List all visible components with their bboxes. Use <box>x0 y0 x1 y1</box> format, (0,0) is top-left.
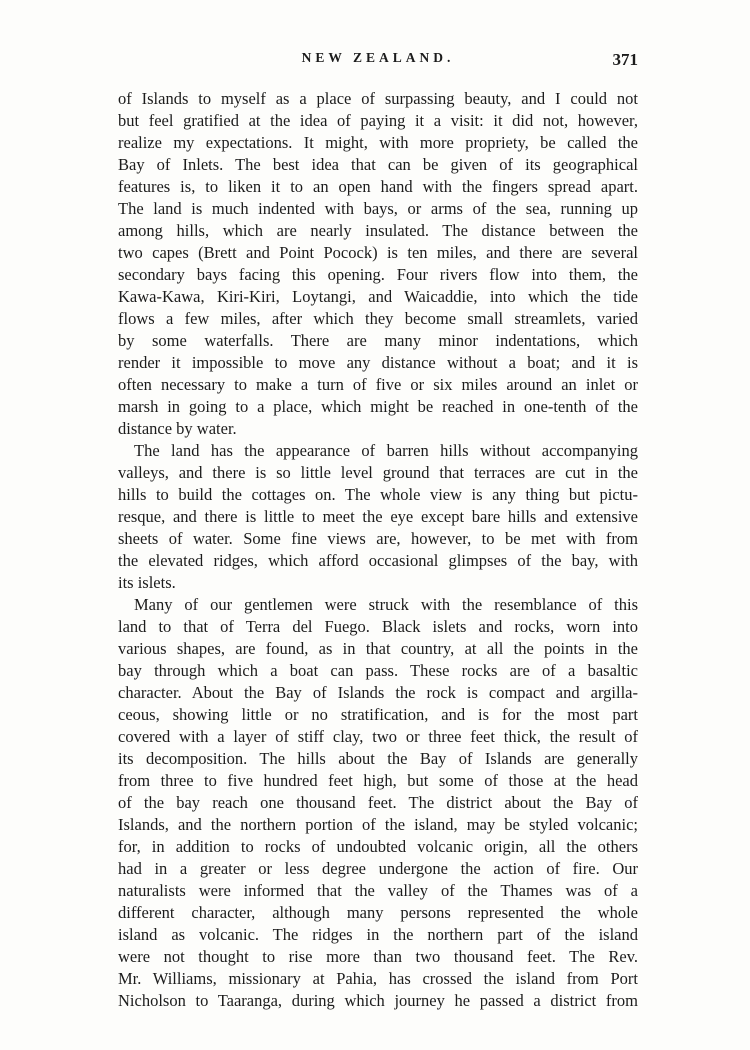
text-line: marsh in going to a place, which might be reached in one-tenth of the <box>118 397 638 416</box>
text-line: covered with a layer of stiff clay, two or three feet thick, the result of <box>118 727 638 746</box>
paragraph <box>118 88 638 440</box>
text-line: of Islands to myself as a place of surpassing beauty, and I could not <box>118 89 638 108</box>
text-line: naturalists were informed that the valley of the Thames was of a <box>118 881 638 900</box>
paragraph <box>118 440 638 594</box>
text-line: realize my expectations. It might, with more propriety, be called the <box>118 133 638 152</box>
text-line: for, in addition to rocks of undoubted volcanic origin, all the others <box>118 837 638 856</box>
text-line: flows a few miles, after which they become small streamlets, varied <box>118 309 638 328</box>
text-line: its islets. <box>118 573 176 592</box>
text-line: sheets of water. Some fine views are, however, to be met with from <box>118 529 638 548</box>
text-line: various shapes, are found, as in that country, at all the points in the <box>118 639 638 658</box>
text-line: Many of our gentlemen were struck with the resemblance of this <box>134 595 638 614</box>
text-line: its decomposition. The hills about the Bay of Islands are generally <box>118 749 638 768</box>
text-line: valleys, and there is so little level ground that terraces are cut in the <box>118 463 638 482</box>
text-line: Kawa-Kawa, Kiri-Kiri, Loytangi, and Waicaddie, into which the tide <box>118 287 638 306</box>
running-title: NEW ZEALAND. <box>301 50 455 65</box>
text-line: hills to build the cottages on. The whole view is any thing but pictu- <box>118 485 638 504</box>
text-line: bay through which a boat can pass. These rocks are of a basaltic <box>118 661 638 680</box>
text-line: land to that of Terra del Fuego. Black islets and rocks, worn into <box>118 617 638 636</box>
text-line: Nicholson to Taaranga, during which journey he passed a district from <box>118 991 638 1010</box>
text-line: by some waterfalls. There are many minor indentations, which <box>118 331 638 350</box>
text-line: two capes (Brett and Point Pocock) is ten miles, and there are several <box>118 243 638 262</box>
body-text <box>118 88 638 1012</box>
text-line: from three to five hundred feet high, but some of those at the head <box>118 771 638 790</box>
text-line: different character, although many persons represented the whole <box>118 903 638 922</box>
running-header <box>118 50 638 80</box>
text-line: among hills, which are nearly insulated. The distance between the <box>118 221 638 240</box>
text-line: The land has the appearance of barren hills without accompanying <box>134 441 638 460</box>
text-line: had in a greater or less degree undergone the action of fire. Our <box>118 859 638 878</box>
text-line: The land is much indented with bays, or arms of the sea, running up <box>118 199 638 218</box>
text-line: the elevated ridges, which afford occasional glimpses of the bay, with <box>118 551 638 570</box>
text-line: but feel gratified at the idea of paying it a visit: it did not, however, <box>118 111 638 130</box>
text-line: render it impossible to move any distance without a boat; and it is <box>118 353 638 372</box>
text-line: Bay of Inlets. The best idea that can be given of its geographical <box>118 155 638 174</box>
text-line: of the bay reach one thousand feet. The district about the Bay of <box>118 793 638 812</box>
text-line: Islands, and the northern portion of the island, may be styled volcanic; <box>118 815 638 834</box>
text-line: were not thought to rise more than two thousand feet. The Rev. <box>118 947 638 966</box>
text-line: often necessary to make a turn of five or six miles around an inlet or <box>118 375 638 394</box>
text-line: island as volcanic. The ridges in the northern part of the island <box>118 925 638 944</box>
text-line: character. About the Bay of Islands the rock is compact and argilla- <box>118 683 638 702</box>
paragraph <box>118 594 638 1012</box>
text-line: resque, and there is little to meet the eye except bare hills and extensive <box>118 507 638 526</box>
text-line: distance by water. <box>118 419 237 438</box>
page-number: 371 <box>612 50 638 69</box>
text-line: Mr. Williams, missionary at Pahia, has crossed the island from Port <box>118 969 638 988</box>
text-line: ceous, showing little or no stratification, and is for the most part <box>118 705 638 724</box>
text-line: features is, to liken it to an open hand with the fingers spread apart. <box>118 177 638 196</box>
text-line: secondary bays facing this opening. Four rivers flow into them, the <box>118 265 638 284</box>
